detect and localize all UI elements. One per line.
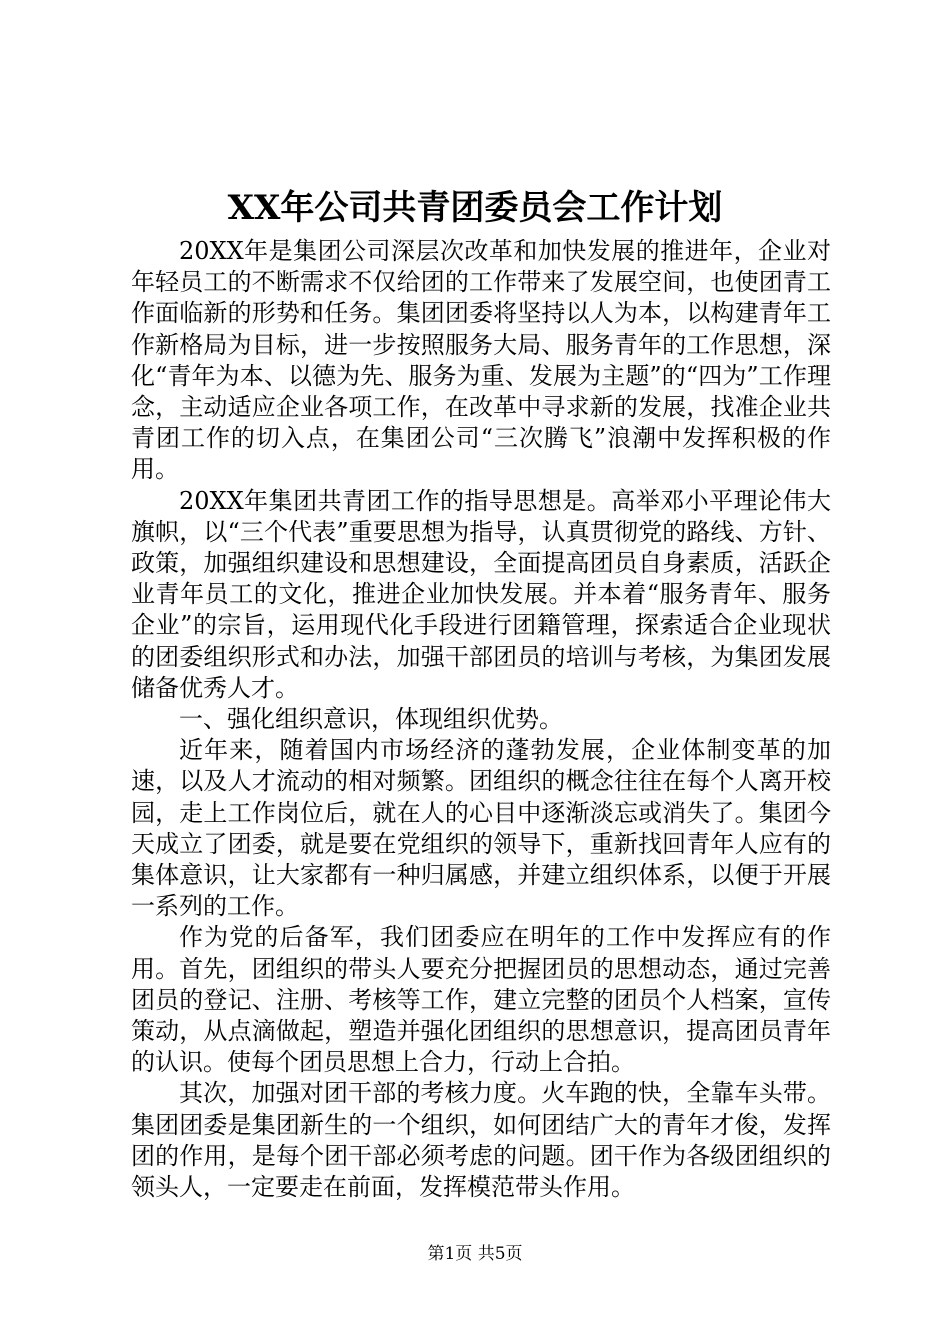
section-heading-1: 一、强化组织意识，体现组织优势。 (179, 705, 563, 734)
paragraph-organization: 近年来，随着国内市场经济的蓬勃发展，企业体制变革的加速，以及人才流动的相对频繁。团组织的概念往往在每个人离开校园，走上工作岗位后，就在人的心目中逐渐淡忘或消失了。集团今天成立了团委，就是要在党组织的领导下，重新找回青年人应有的集体意识，让大家都有一种归属感，并建立组织体系，以便于开展一系列的工作。 (131, 736, 831, 921)
document-body (131, 236, 831, 1203)
document-title: XX年公司共青团委员会工作计划 (227, 188, 723, 228)
paragraph-guiding-thought: 20XX年集团共青团工作的指导思想是。高举邓小平理论伟大旗帜，以“三个代表”重要思想为指导，认真贯彻党的路线、方针、政策，加强组织建设和思想建设，全面提高团员自身素质，活跃企业青年员工的文化，推进企业加快发展。并本着“服务青年、服务企业”的宗旨，运用现代化手段进行团籍管理，探索适合企业现状的团委组织形式和办法，加强干部团员的培训与考核，为集团发展储备优秀人才。 (131, 486, 831, 702)
page-footer: 第1页 共5页 (427, 1244, 523, 1264)
paragraph-intro: 20XX年是集团公司深层次改革和加快发展的推进年，企业对年轻员工的不断需求不仅给团的工作带来了发展空间，也使团青工作面临新的形势和任务。集团团委将坚持以人为本，以构建青年工作新格局为目标，进一步按照服务大局、服务青年的工作思想，深化“青年为本、以德为先、服务为重、发展为主题”的“四为”工作理念，主动适应企业各项工作，在改革中寻求新的发展，找准企业共青团工作的切入点，在集团公司“三次腾飞”浪潮中发挥积极的作用。 (131, 237, 831, 484)
paragraph-cadre-assessment: 其次，加强对团干部的考核力度。火车跑的快，全靠车头带。集团团委是集团新生的一个组织，如何团结广大的青年才俊，发挥团的作用，是每个团干部必须考虑的问题。团干作为各级团组织的领头人，一定要走在前面，发挥模范带头作用。 (131, 1079, 831, 1202)
paragraph-reserve-force: 作为党的后备军，我们团委应在明年的工作中发挥应有的作用。首先，团组织的带头人要充分把握团员的思想动态，通过完善团员的登记、注册、考核等工作，建立完整的团员个人档案，宣传策动，从点滴做起，塑造并强化团组织的思想意识，提高团员青年的认识。使每个团员思想上合力，行动上合拍。 (131, 923, 831, 1077)
